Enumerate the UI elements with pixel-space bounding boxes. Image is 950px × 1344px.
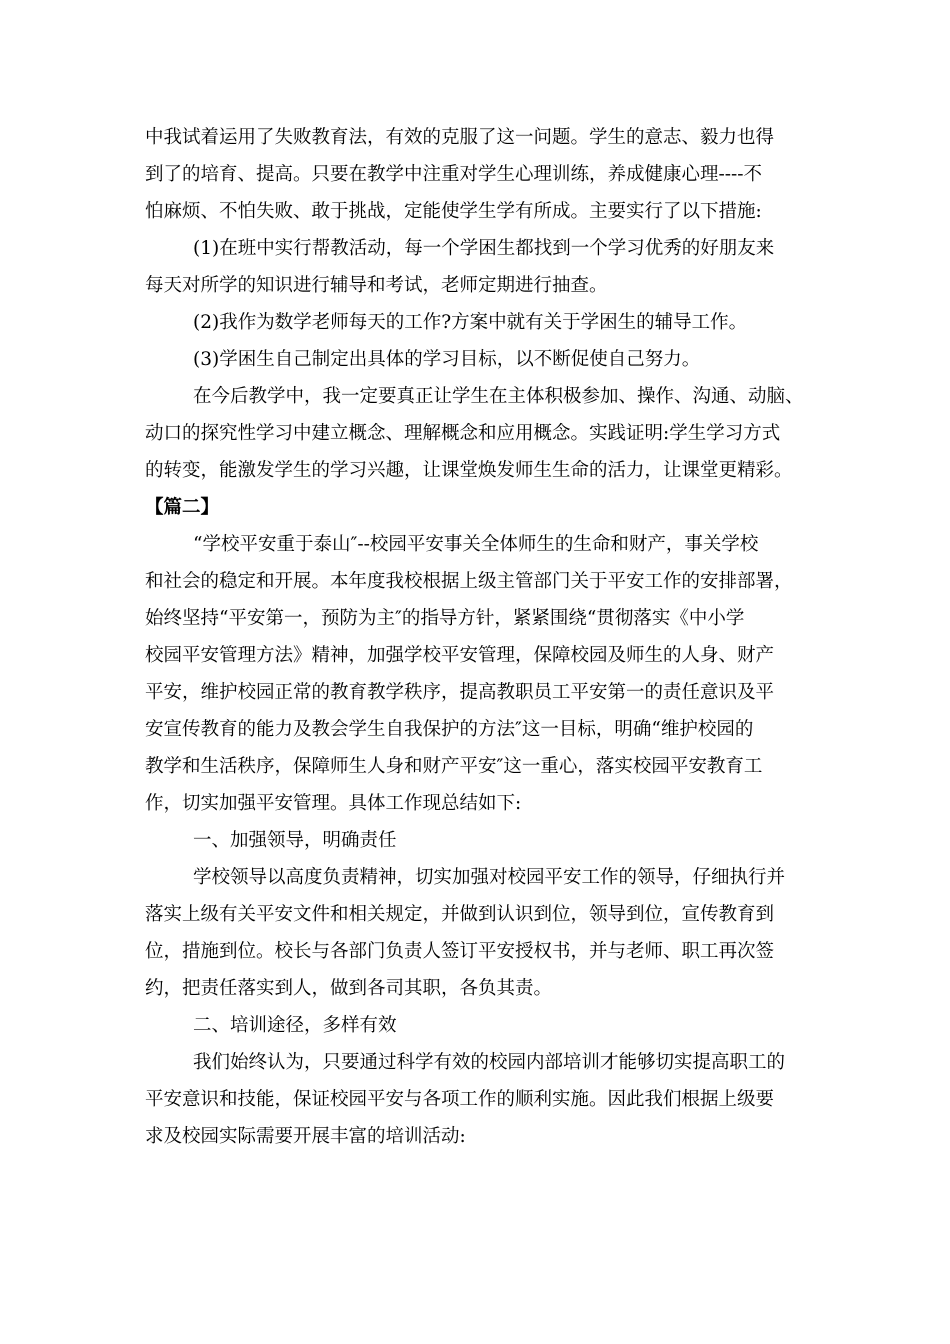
text-line: 到了的培育、提高。只要在教学中注重对学生心理训练，养成健康心理----不 (145, 164, 763, 185)
text-line: 怕麻烦、不怕失败、敢于挑战，定能使学生学有所成。主要实行了以下措施: (145, 201, 762, 222)
text-line: 约，把责任落实到人，做到各司其职，各负其责。 (145, 978, 553, 999)
text-line: 平安，维护校园正常的教育教学秩序，提高教职员工平安第一的责任意识及平 (145, 682, 775, 703)
list-item: (1)在班中实行帮教活动，每一个学困生都找到一个学习优秀的好朋友来 (193, 238, 775, 259)
text-line: 始终坚持“平安第一，预防为主″的指导方针，紧紧围绕“贯彻落实《中小学 (145, 608, 745, 629)
text-line: “学校平安重于泰山″--校园平安事关全体师生的生命和财产，事关学校 (193, 534, 759, 555)
subsection-heading: 一、加强领导，明确责任 (193, 830, 397, 851)
text-line: 和社会的稳定和开展。本年度我校根据上级主管部门关于平安工作的安排部署， (145, 571, 793, 592)
text-line: 作，切实加强平安管理。具体工作现总结如下: (145, 793, 522, 814)
text-line: 平安意识和技能，保证校园平安与各项工作的顺利实施。因此我们根据上级要 (145, 1089, 775, 1110)
text-line: 动口的探究性学习中建立概念、理解概念和应用概念。实践证明:学生学习方式 (145, 423, 781, 444)
text-line: 校园平安管理方法》精神，加强学校平安管理，保障校园及师生的人身、财产 (145, 645, 775, 666)
text-line: 位，措施到位。校长与各部门负责人签订平安授权书，并与老师、职工再次签 (145, 941, 775, 962)
text-line: 在今后教学中，我一定要真正让学生在主体积极参加、操作、沟通、动脑、 (193, 386, 804, 407)
section-heading: 【篇二】 (145, 497, 220, 518)
text-line: 安宣传教育的能力及教会学生自我保护的方法″这一目标，明确“维护校园的 (145, 719, 754, 740)
text-line: 教学和生活秩序，保障师生人身和财产平安″这一重心，落实校园平安教育工 (145, 756, 763, 777)
list-item: (2)我作为数学老师每天的工作?方案中就有关于学困生的辅导工作。 (193, 312, 748, 333)
list-item: (3)学困生自己制定出具体的学习目标，以不断促使自己努力。 (193, 349, 701, 370)
text-line: 中我试着运用了失败教育法，有效的克服了这一问题。学生的意志、毅力也得 (145, 127, 775, 148)
text-line: 的转变，能激发学生的学习兴趣，让课堂焕发师生生命的活力，让课堂更精彩。 (145, 460, 793, 481)
text-line: 每天对所学的知识进行辅导和考试，老师定期进行抽查。 (145, 275, 608, 296)
text-line: 落实上级有关平安文件和相关规定，并做到认识到位，领导到位，宣传教育到 (145, 904, 775, 925)
text-line: 学校领导以高度负责精神，切实加强对校园平安工作的领导，仔细执行并 (193, 867, 786, 888)
text-line: 求及校园实际需要开展丰富的培训活动: (145, 1126, 466, 1147)
text-line: 我们始终认为，只要通过科学有效的校园内部培训才能够切实提高职工的 (193, 1052, 786, 1073)
subsection-heading: 二、培训途径，多样有效 (193, 1015, 397, 1036)
